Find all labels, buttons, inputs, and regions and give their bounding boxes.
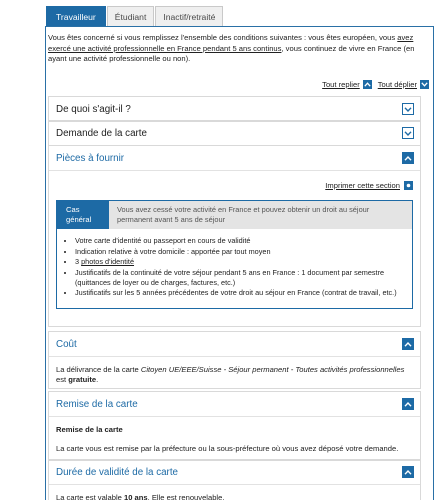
remise-subtitle-text: Remise de la carte	[56, 425, 123, 434]
section-demande-header[interactable]	[49, 121, 420, 145]
cout-text-end: .	[96, 375, 99, 385]
section-duree-header[interactable]	[49, 460, 420, 484]
remise-subtitle	[56, 417, 413, 435]
section-remise-title: Remise de la carte	[56, 398, 138, 410]
price-value: gratuite	[68, 375, 97, 385]
tab-travailleur[interactable]: Travailleur	[46, 6, 106, 27]
list-item: • Indication relative à votre domicile : apportée par tout moyen	[75, 247, 404, 257]
print-section-link[interactable]	[56, 181, 413, 190]
list-item: • Justificatifs de la continuité de votre séjour pendant 5 ans en France : 1 document par semestre (quittances de loyer ou de charges, factures, etc.)	[75, 268, 404, 288]
section-cout-body	[49, 356, 420, 386]
tab-inactif-retraite[interactable]: Inactif/retraité	[155, 6, 223, 27]
expand-all-label: Tout déplier	[377, 80, 417, 89]
section-demande	[48, 120, 421, 146]
print-icon	[404, 181, 413, 190]
chevron-up-icon	[363, 80, 372, 89]
status-tabs	[46, 6, 224, 27]
case-tab-activity-ceased[interactable]: Vous avez cessé votre activité en France et pouvez obtenir un droit au séjour permanent avant 5 ans de séjour	[109, 201, 412, 229]
section-quoi-header[interactable]	[49, 97, 420, 121]
section-pieces-title: Pièces à fournir	[56, 152, 125, 164]
chevron-up-icon[interactable]	[402, 338, 414, 350]
chevron-up-icon[interactable]	[402, 398, 414, 410]
intro-text	[48, 33, 428, 65]
collapse-all-label: Tout replier	[322, 80, 360, 89]
list-item: • Votre carte d'identité ou passeport en cours de validité	[75, 236, 404, 246]
section-cout	[48, 331, 421, 389]
section-pieces-header[interactable]	[49, 146, 420, 170]
section-cout-header[interactable]	[49, 332, 420, 356]
section-demande-title: Demande de la carte	[56, 127, 147, 139]
case-tabs	[57, 201, 412, 229]
photos-identite-link[interactable]: photos d'identité	[81, 257, 135, 267]
section-remise	[48, 391, 421, 461]
collapse-all-button[interactable]	[322, 80, 372, 89]
required-documents-list	[57, 229, 412, 308]
expand-collapse-controls	[322, 80, 429, 89]
case-panel	[56, 200, 413, 309]
cout-text	[56, 357, 413, 386]
section-pieces-body	[49, 170, 420, 309]
list-item	[75, 257, 404, 267]
chevron-down-icon[interactable]	[402, 103, 414, 115]
photos-count: 3	[75, 257, 82, 267]
section-cout-title: Coût	[56, 338, 77, 350]
intro-activity-link[interactable]: avez exercé une activité professionnelle en France pendant 5 ans continus	[48, 33, 414, 53]
duree-text	[56, 485, 413, 500]
section-pieces	[48, 145, 421, 327]
chevron-up-icon[interactable]	[402, 152, 414, 164]
section-quoi-title: De quoi s'agit-il ?	[56, 103, 131, 115]
intro-text-start: Vous êtes concerné si vous remplissez l'ensemble des conditions suivantes : vous êtes européen, vous	[48, 33, 398, 42]
section-remise-header[interactable]	[49, 392, 420, 416]
list-item: • Justificatifs sur les 5 années précédentes de votre droit au séjour en France (contrat de travail, etc.)	[75, 288, 404, 298]
print-section-label: Imprimer cette section	[325, 181, 400, 190]
section-duree-title: Durée de validité de la carte	[56, 466, 178, 478]
tab-etudiant[interactable]: Étudiant	[107, 6, 155, 27]
chevron-down-icon	[420, 80, 429, 89]
duration-value: 10 ans	[123, 493, 148, 500]
section-quoi	[48, 96, 421, 122]
remise-text: La carte vous est remise par la préfecture ou la sous-préfecture où vous avez déposé votre demande.	[56, 444, 399, 454]
expand-all-button[interactable]	[378, 80, 429, 89]
card-name: Citoyen UE/EEE/Suisse - Séjour permanent - Toutes activités professionnelles	[140, 365, 405, 374]
duree-text-end: . Elle est renouvelable.	[147, 493, 225, 500]
section-duree	[48, 459, 421, 500]
intro-text-end: , vous continuez de vivre en France (en ayant une activité professionnelle ou non).	[48, 43, 415, 64]
section-remise-body	[49, 416, 420, 455]
cout-text-start: La délivrance de la carte	[56, 365, 141, 374]
case-tab-general[interactable]: Cas général	[57, 201, 109, 229]
chevron-down-icon[interactable]	[402, 127, 414, 139]
chevron-up-icon[interactable]	[402, 466, 414, 478]
duree-text-start: La carte est valable	[56, 493, 124, 500]
section-duree-body	[49, 484, 420, 500]
cout-text-middle: est	[56, 375, 69, 385]
